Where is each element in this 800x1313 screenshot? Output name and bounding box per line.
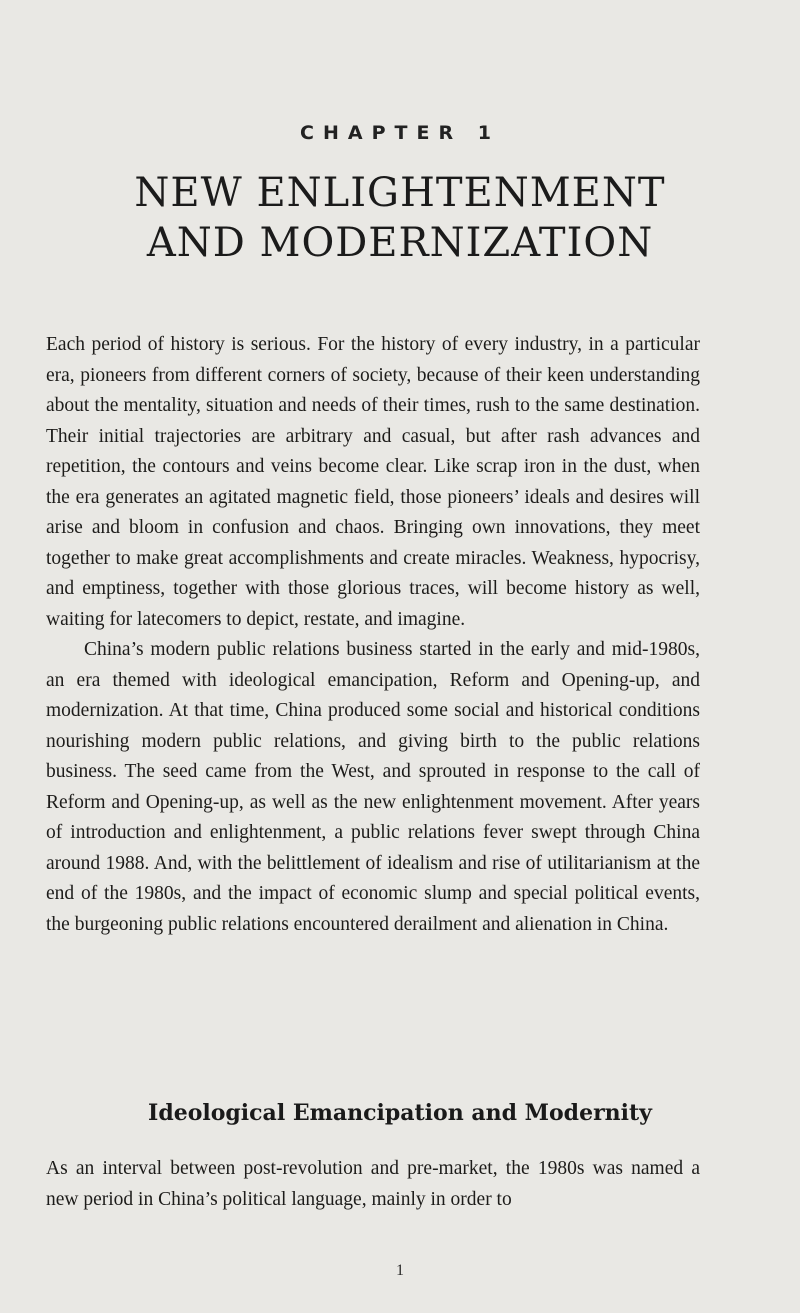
chapter-title-line-2: AND MODERNIZATION (146, 220, 654, 266)
page-number: 1 (396, 1262, 404, 1279)
chapter-title (0, 168, 800, 268)
section-paragraph-1: As an interval between post-revolution and pre-market, the 1980s was named a new period in China’s political language, mainly in order to (46, 1158, 700, 1210)
chapter-label: CHAPTER 1 (300, 122, 500, 144)
chapter-body (46, 330, 700, 940)
paragraph-1: Each period of history is serious. For the history of every industry, in a particular era, pioneers from different corners of society, because of their keen understanding about the mentality, situation and needs of their times, rush to the same destination. Their initial trajectories are arbitrary and casual, but after rash advances and repetition, the contours and veins become clear. Like scrap iron in the dust, when the era generates an agitated magnetic field, those pioneers’ ideals and desires will arise and bloom in confusion and chaos. Bringing own innovations, they meet together to make great accomplishments and create miracles. Weakness, hypocrisy, and emptiness, together with those glorious traces, will become history as well, waiting for latecomers to depict, restate, and imagine. (46, 334, 700, 630)
section-heading: Ideological Emancipation and Modernity (148, 1100, 652, 1126)
chapter-title-line-1: NEW ENLIGHTENMENT (134, 170, 666, 216)
paragraph-2: China’s modern public relations business started in the early and mid-1980s, an era themed with ideological emancipation, Reform and Opening-up, and modernization. At that time, China produced some social and historical conditions nourishing modern public relations, and giving birth to the public relations business. The seed came from the West, and sprouted in response to the call of Reform and Opening-up, as well as the new enlightenment movement. After years of introduction and enlightenment, a public relations fever swept through China around 1988. And, with the belittlement of idealism and rise of utilitarianism at the end of the 1980s, and the impact of economic slump and special political events, the burgeoning public relations encountered derailment and alienation in China. (46, 639, 700, 935)
section-body (46, 1154, 700, 1215)
